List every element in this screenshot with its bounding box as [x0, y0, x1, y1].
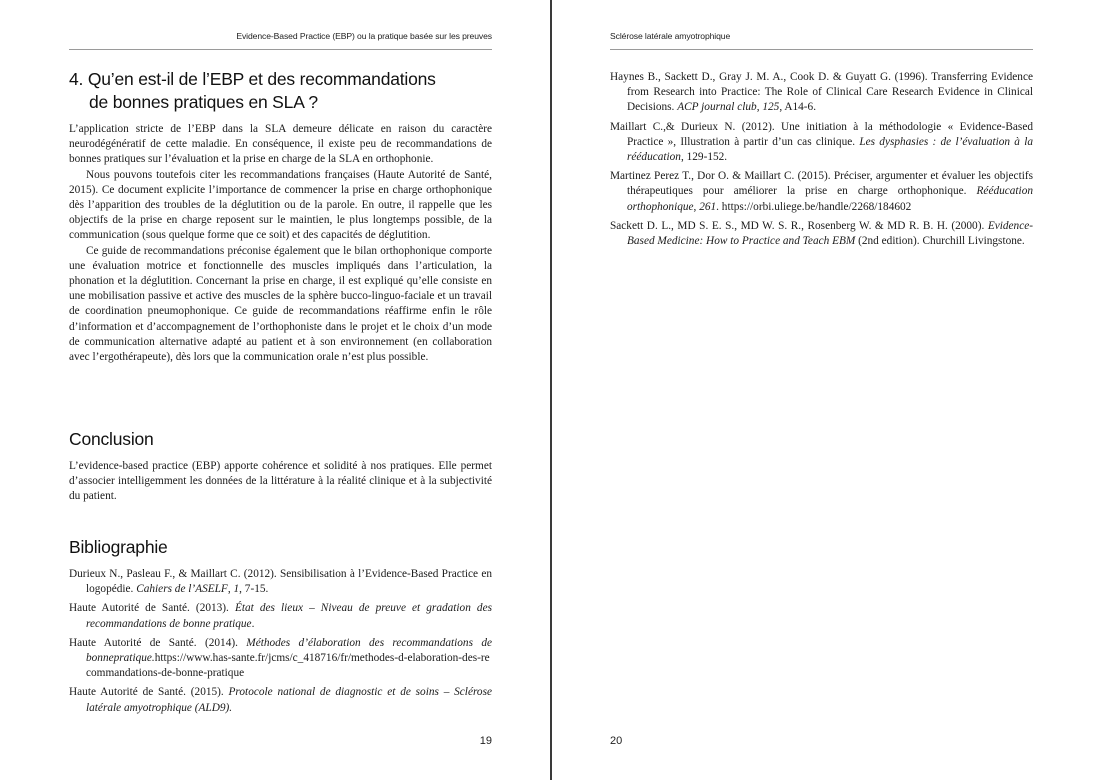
page-gutter — [550, 0, 552, 780]
conclusion-heading: Conclusion — [69, 429, 154, 449]
paragraph: L’application stricte de l’EBP dans la SLA demeure délicate en raison du caractère neurodégénératif de cette maladie. En conséquence, il existe peu de recommandations de bonnes pratiques sur l’évaluation et la prise en charge de la SLA en orthophonie. — [69, 123, 492, 166]
header-rule-left — [69, 49, 492, 50]
page-number-left: 19 — [479, 735, 492, 747]
right-page — [553, 0, 1103, 780]
bibliography-entry: Haute Autorité de Santé. (2014). Méthodes d’élaboration des recommandations de bonnepratique.https://www.has-sante.fr/jcms/c_418716/fr/methodes-d-elaboration-des-recommandations-de-bonne-pratique — [69, 636, 492, 680]
bibliography-entry: Martinez Perez T., Dor O. & Maillart C. (2015). Préciser, argumenter et évaluer les objectifs thérapeutiques pour améliorer la prise en charge orthophonique. Rééducation orthophonique, 261. https://orbi.uliege.be/handle/2268/184602 — [610, 170, 1033, 213]
bibliography-entry: Durieux N., Pasleau F., & Maillart C. (2012). Sensibilisation à l’Evidence-Based Practice en logopédie. Cahiers de l’ASELF, 1, 7-15. — [69, 568, 492, 596]
paragraph: Ce guide de recommandations préconise également que le bilan orthophonique comporte une évaluation motrice et fonctionnelle des muscles impliqués dans l’articulation, la phonation et la déglutition. Concernant la prise en charge, il est expliqué qu’elle consiste en une mobilisation passive et active des muscles de la sphère bucco-linguo-faciale et un travail de coordination pneumophonique. Ce guide de recommandations réaffirme enfin le rôle d’information et d’accompagnement de l’orthophoniste dans le projet et le choix d’un mode de communication alternative adapté au patient et à son environnement (en collaboration avec l’ergothérapeute), dès lors que la communication orale n’est plus possible. — [69, 244, 492, 364]
bibliography-entry: Sackett D. L., MD S. E. S., MD W. S. R., Rosenberg W. & MD R. B. H. (2000). Evidence-Based Medicine: How to Practice and Teach EBM (2nd edition). Churchill Livingstone. — [610, 219, 1033, 248]
bibliography-list-right — [610, 70, 1033, 253]
bibliography-entry: Maillart C.,& Durieux N. (2012). Une initiation à la méthodologie « Evidence-Based Practice », Illustration à partir d’un cas clinique. Les dysphasies : de l’évaluation à la rééducation, 129-152. — [610, 120, 1033, 164]
bibliography-entry: Haute Autorité de Santé. (2015). Protocole national de diagnostic et de soins – Sclérose latérale amyotrophique (ALD9). — [69, 686, 492, 714]
bibliography-entry: Haute Autorité de Santé. (2013). État des lieux – Niveau de preuve et gradation des recommandations de bonne pratique. — [69, 602, 492, 630]
section-heading-line1: 4. Qu’en est-il de l’EBP et des recommandations — [69, 69, 436, 89]
section-heading-line2: de bonnes pratiques en SLA ? — [89, 92, 318, 112]
paragraph: Nous pouvons toutefois citer les recommandations françaises (Haute Autorité de Santé, 2015). Ce document explicite l’importance de commencer la prise en charge orthophonique dès l’apparition des troubles de la déglutition ou de la parole. En outre, il rappelle que les objectifs de la prise en charge reposent sur le maintien, le plus longtemps possible, de la communication (sous quelque forme que ce soit) et des capacités de déglutition. — [69, 168, 492, 242]
bibliography-entry: Haynes B., Sackett D., Gray J. M. A., Cook D. & Guyatt G. (1996). Transferring Evidence from Research into Practice: The Role of Clinical Care Research Evidence in Clinical Decisions. ACP journal club, 125, A14-6. — [610, 71, 1033, 114]
running-head-left: Evidence-Based Practice (EBP) ou la pratique basée sur les preuves — [236, 31, 492, 41]
header-rule-right — [610, 49, 1033, 50]
running-head-right: Sclérose latérale amyotrophique — [610, 31, 731, 41]
page-number-right: 20 — [610, 735, 623, 747]
section-body — [69, 122, 492, 365]
conclusion-body — [69, 459, 492, 505]
bibliography-heading: Bibliographie — [69, 537, 168, 557]
left-page — [0, 0, 550, 780]
conclusion-paragraph: L’evidence-based practice (EBP) apporte cohérence et solidité à nos pratiques. Elle permet d’associer intelligemment les données de la littérature à la réalité clinique et à la subjectivité du patient. — [69, 460, 492, 503]
bibliography-list-left — [69, 567, 492, 720]
section-heading — [69, 68, 509, 114]
